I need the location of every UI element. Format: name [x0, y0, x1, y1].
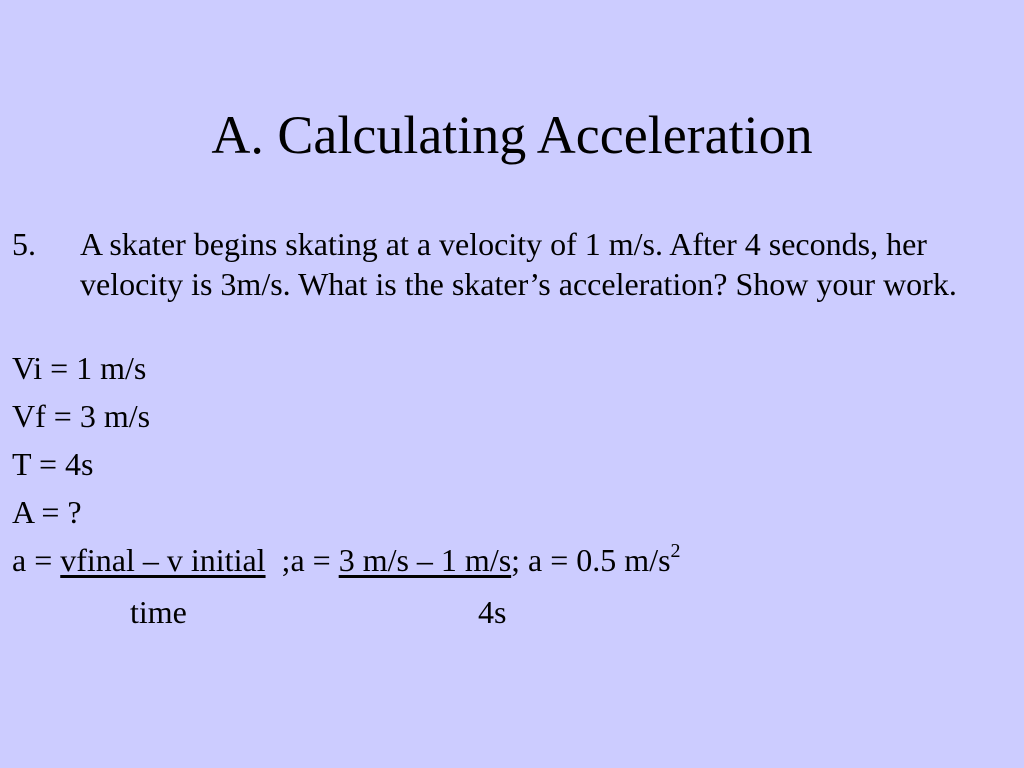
- formula-separator: ;a =: [265, 542, 339, 578]
- unknown-acceleration: A = ?: [12, 494, 82, 530]
- formula-lead: a =: [12, 542, 61, 578]
- formula-numerator: vfinal – v initial: [60, 542, 266, 578]
- problem-statement: [12, 224, 972, 304]
- result-exponent: 2: [670, 540, 681, 562]
- substituted-denominator: 4s: [478, 594, 507, 630]
- problem-number: 5.: [12, 226, 36, 262]
- result-text: ; a = 0.5 m/s: [511, 542, 671, 578]
- given-initial-velocity: Vi = 1 m/s: [12, 350, 147, 386]
- given-final-velocity: Vf = 3 m/s: [12, 398, 151, 434]
- given-time: T = 4s: [12, 446, 94, 482]
- formula-denominator: time: [130, 594, 187, 630]
- problem-text: A skater begins skating at a velocity of 1 m/s. After 4 seconds, her velocity is 3m/s. What is the skater’s acceleration? Show your work.: [80, 226, 957, 302]
- substituted-numerator: 3 m/s – 1 m/s: [338, 542, 512, 578]
- formula-line: [12, 540, 681, 580]
- slide-title: A. Calculating Acceleration: [211, 105, 813, 165]
